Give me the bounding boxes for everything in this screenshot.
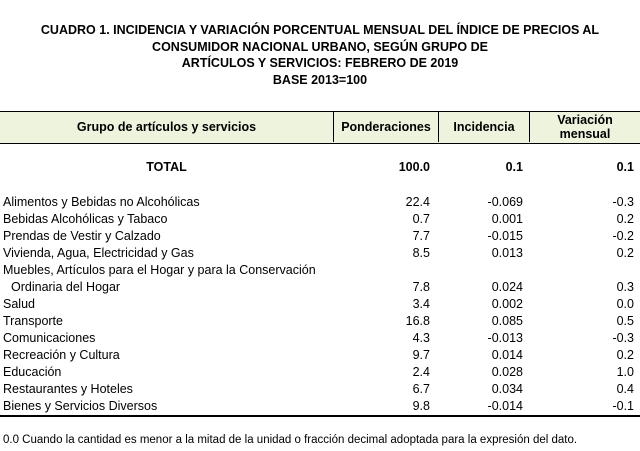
title-line-4: BASE 2013=100 <box>272 72 368 87</box>
row-weight: 0.7 <box>412 212 430 226</box>
table-row <box>0 211 640 228</box>
row-variation: 0.2 <box>616 246 634 260</box>
table-header <box>0 111 640 144</box>
column-header-incidence: Incidencia <box>453 120 515 134</box>
total-label: TOTAL <box>146 160 187 174</box>
row-label: Prendas de Vestir y Calzado <box>3 229 161 243</box>
row-weight: 4.3 <box>412 331 430 345</box>
table-row <box>0 364 640 381</box>
table-row <box>0 279 640 296</box>
row-label: Vivienda, Agua, Electricidad y Gas <box>3 246 194 260</box>
row-variation: 0.4 <box>616 382 634 396</box>
row-incidence: -0.069 <box>487 195 523 209</box>
table-bottom-rule <box>0 415 640 417</box>
row-incidence: 0.024 <box>491 280 523 294</box>
total-row <box>0 160 640 180</box>
row-incidence: 0.085 <box>491 314 523 328</box>
table-row <box>0 381 640 398</box>
row-label: Comunicaciones <box>3 331 96 345</box>
row-weight: 7.7 <box>412 229 430 243</box>
total-variation: 0.1 <box>616 160 634 174</box>
title-line-3: ARTÍCULOS Y SERVICIOS: FEBRERO DE 2019 <box>181 56 459 70</box>
row-variation: -0.1 <box>612 399 634 413</box>
row-variation: 0.2 <box>616 348 634 362</box>
column-header-variation-line-1: Variación <box>557 113 613 127</box>
row-weight: 3.4 <box>412 297 430 311</box>
column-header-variation <box>530 112 640 142</box>
table-row <box>0 245 640 262</box>
table-body <box>0 194 640 415</box>
table-row <box>0 296 640 313</box>
row-weight: 7.8 <box>412 280 430 294</box>
table-row <box>0 262 640 279</box>
row-variation: -0.3 <box>612 195 634 209</box>
column-header-variation-line-2: mensual <box>559 127 611 141</box>
row-label: Restaurantes y Hoteles <box>3 382 133 396</box>
row-incidence: -0.015 <box>487 229 523 243</box>
title-line-2: CONSUMIDOR NACIONAL URBANO, SEGÚN GRUPO DE <box>152 39 488 54</box>
table-row <box>0 194 640 211</box>
row-incidence: 0.001 <box>491 212 523 226</box>
row-label: Bienes y Servicios Diversos <box>3 399 158 413</box>
row-weight: 2.4 <box>412 365 430 379</box>
row-weight: 16.8 <box>405 314 430 328</box>
row-incidence: 0.014 <box>491 348 523 362</box>
table-title <box>0 22 640 88</box>
row-variation: 0.5 <box>616 314 634 328</box>
row-variation: -0.2 <box>612 229 634 243</box>
row-label: Alimentos y Bebidas no Alcohólicas <box>3 195 200 209</box>
row-label: Transporte <box>3 314 63 328</box>
row-label: Recreación y Cultura <box>3 348 120 362</box>
total-weight: 100.0 <box>398 160 430 174</box>
row-weight: 8.5 <box>412 246 430 260</box>
table-row <box>0 228 640 245</box>
row-label: Bebidas Alcohólicas y Tabaco <box>3 212 168 226</box>
column-header-group: Grupo de artículos y servicios <box>76 120 257 134</box>
row-variation: 0.2 <box>616 212 634 226</box>
row-label: Ordinaria del Hogar <box>11 280 121 294</box>
column-header-weights: Ponderaciones <box>341 120 431 134</box>
row-weight: 9.7 <box>412 348 430 362</box>
row-weight: 9.8 <box>412 399 430 413</box>
total-incidence: 0.1 <box>505 160 523 174</box>
row-label: Salud <box>3 297 35 311</box>
row-variation: 0.0 <box>616 297 634 311</box>
row-incidence: 0.002 <box>491 297 523 311</box>
table-row <box>0 330 640 347</box>
row-variation: 1.0 <box>616 365 634 379</box>
row-incidence: -0.014 <box>487 399 523 413</box>
row-label: Muebles, Artículos para el Hogar y para la Conservación <box>3 263 316 277</box>
row-variation: -0.3 <box>612 331 634 345</box>
row-variation: 0.3 <box>616 280 634 294</box>
row-weight: 6.7 <box>412 382 430 396</box>
table-row <box>0 398 640 415</box>
table-row <box>0 347 640 364</box>
row-incidence: 0.013 <box>491 246 523 260</box>
row-incidence: -0.013 <box>487 331 523 345</box>
row-label: Educación <box>3 365 62 379</box>
row-weight: 22.4 <box>405 195 430 209</box>
row-incidence: 0.034 <box>491 382 523 396</box>
table-row <box>0 313 640 330</box>
row-incidence: 0.028 <box>491 365 523 379</box>
footnote: 0.0 Cuando la cantidad es menor a la mitad de la unidad o fracción decimal adoptada para la expresión del dato. <box>3 434 578 446</box>
title-line-1: CUADRO 1. INCIDENCIA Y VARIACIÓN PORCENTUAL MENSUAL DEL ÍNDICE DE PRECIOS AL <box>40 23 600 37</box>
